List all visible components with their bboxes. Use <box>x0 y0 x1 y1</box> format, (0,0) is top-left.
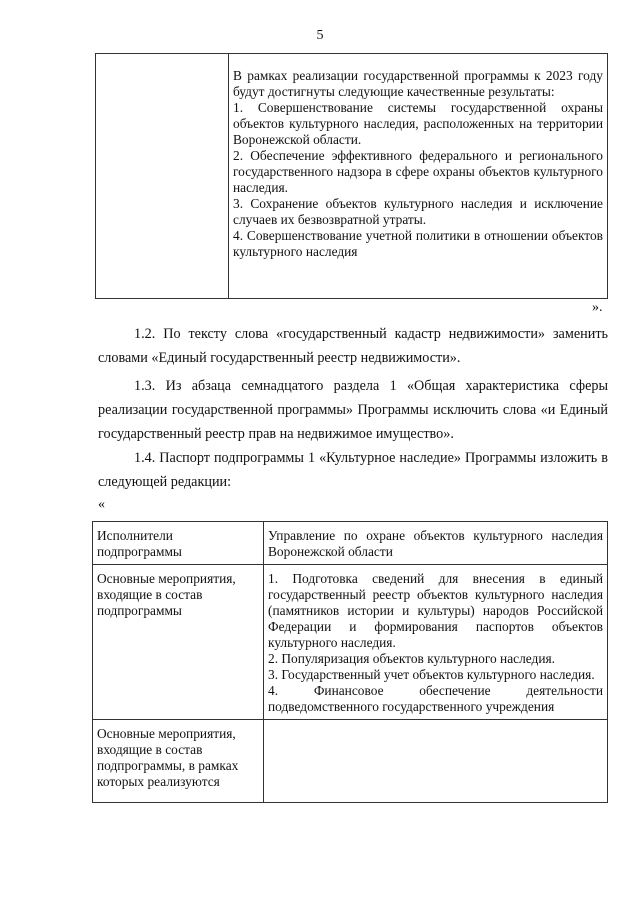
activity-item: 3. Государственный учет объектов культурного наследия. <box>268 667 595 682</box>
paragraph-1-4: 1.4. Паспорт подпрограммы 1 «Культурное наследие» Программы изложить в следующей редакции: <box>98 450 608 490</box>
activity-item: 1. Подготовка сведений для внесения в единый государственный реестр объектов культурного наследия (памятников истории и культуры) народов Российской Федерации и формирования паспортов объектов культурного наследия. <box>268 571 603 650</box>
table-row <box>93 720 608 803</box>
row-label: Основные мероприятия, входящие в состав подпрограммы, в рамках которых реализуются <box>93 720 264 803</box>
table-row <box>96 54 608 299</box>
result-item: 3. Сохранение объектов культурного наследия и исключение случаев их безвозвратной утраты. <box>233 196 603 227</box>
page-number: 5 <box>316 28 324 43</box>
opening-quote: « <box>98 497 105 512</box>
table-row <box>93 522 608 565</box>
paragraph-1-3: 1.3. Из абзаца семнадцатого раздела 1 «Общая характеристика сферы реализации государственной программы» Программы исключить слова «и Единый государственный реестр прав на недвижимое имущество». <box>98 378 608 442</box>
row-value <box>264 720 608 803</box>
activities-cell <box>264 565 608 720</box>
table-row <box>93 565 608 720</box>
results-intro: В рамках реализации государственной программы к 2023 году будут достигнуты следующие качественные результаты: <box>233 68 603 99</box>
results-cell <box>229 54 608 299</box>
table-cell-empty <box>96 54 229 299</box>
activity-item: 4. Финансовое обеспечение деятельности подведомственного государственного учреждения <box>268 683 603 714</box>
subprogram-passport-table <box>92 521 608 803</box>
row-value: Управление по охране объектов культурного наследия Воронежской области <box>264 522 608 565</box>
closing-quote: ». <box>592 300 603 315</box>
result-item: 1. Совершенствование системы государственной охраны объектов культурного наследия, расположенных на территории Воронежской области. <box>233 100 603 147</box>
result-item: 2. Обеспечение эффективного федерального и регионального государственного надзора в сфере охраны объектов культурного наследия. <box>233 148 603 195</box>
result-item: 4. Совершенствование учетной политики в отношении объектов культурного наследия <box>233 228 603 259</box>
row-label: Исполнители подпрограммы <box>93 522 264 565</box>
paragraph-1-2: 1.2. По тексту слова «государственный кадастр недвижимости» заменить словами «Единый государственный реестр недвижимости». <box>98 326 608 366</box>
row-label: Основные мероприятия, входящие в состав подпрограммы <box>93 565 264 720</box>
activity-item: 2. Популяризация объектов культурного наследия. <box>268 651 556 666</box>
results-table <box>95 53 608 299</box>
